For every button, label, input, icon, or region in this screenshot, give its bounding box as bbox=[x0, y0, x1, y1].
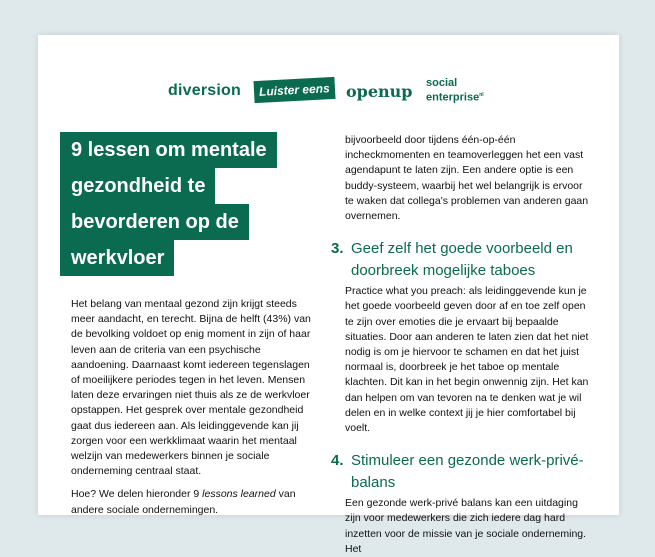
intro-paragraph: Het belang van mentaal gezond zijn krijgt steeds meer aandacht, en terecht. Bijna de helft (43%) van de bevolking voldoet op enig moment in zijn of haar leven aan de criteria van een psychische aandoening. Daarnaast komt iedereen tegenslagen of moeilijkere periodes tegen in het leven. Mensen laten deze ervaringen niet thuis als ze de werkvloer opstappen. Het gesprek over mentale gezondheid gaat dus iedereen aan. Als leidinggevende kan jij zorgen voor een werkklimaat waarin het mentaal welzijn van medewerkers binnen je sociale onderneming centraal staat. bbox=[71, 298, 311, 478]
lessons-learned-emphasis: lessons learned bbox=[202, 488, 276, 501]
page-title bbox=[60, 132, 310, 276]
section-3-heading bbox=[331, 238, 590, 282]
social-enterprise-logo-line2: enterprise$^{nl}$ bbox=[426, 91, 484, 104]
social-enterprise-logo bbox=[426, 77, 484, 104]
title-line: 9 lessen om mentale bbox=[60, 132, 277, 168]
partner-logos bbox=[38, 79, 619, 109]
right-column bbox=[331, 133, 590, 557]
continuation-paragraph: bijvoorbeeld door tijdens één-op-één incheckmomenten en teamoverleggen het een vast agendapunt te laten zijn. Een andere optie is een buddy-systeem, waarbij het wel belangrijk is ervoor te waken dat collega's problemen van anderen gaan overnemen. bbox=[345, 134, 589, 223]
section-3-body: Practice what you preach: als leidinggevende kun je het goede voorbeeld geven door af en toe zelf open te zijn over emoties die je ervaart bij bepaalde situaties. Door aan anderen te laten zien dat het niet nodig is om je hiervoor te schamen en dat het juist normaal is, doorbreek je het taboe op mentale klachten. Dit kan in het begin onwennig zijn. Het kan dan helpen om van tevoren na te denken wat je wil delen en in welke context jij je hier comfortabel bij voelt. bbox=[345, 285, 589, 435]
left-column bbox=[71, 297, 316, 526]
luister-eens-logo: Luister eens bbox=[253, 77, 335, 103]
section-4-body: Een gezonde werk-privé balans kan een uitdaging zijn voor medewerkers die zich iedere dag hard inzetten voor de missie van je sociale onderneming. Het bbox=[345, 497, 587, 555]
lessons-intro-paragraph: Hoe? We delen hieronder 9 lessons learned van andere sociale ondernemingen. bbox=[71, 488, 296, 516]
section-3-title: Geef zelf het goede voorbeeld en doorbreek mogelijke taboes bbox=[351, 240, 573, 280]
section-4-heading bbox=[331, 450, 590, 494]
document-page bbox=[38, 35, 619, 555]
openup-logo: openup bbox=[346, 82, 413, 101]
social-enterprise-logo-line1: social bbox=[426, 77, 458, 89]
title-line: werkvloer bbox=[60, 240, 174, 276]
diversion-logo: diversion bbox=[168, 82, 241, 99]
section-4-title: Stimuleer een gezonde werk-privé-balans bbox=[351, 452, 584, 492]
section-3-number: 3. bbox=[331, 240, 344, 258]
title-line: bevorderen op de bbox=[60, 204, 249, 240]
section-4-number: 4. bbox=[331, 452, 344, 470]
title-line: gezondheid te bbox=[60, 168, 215, 204]
